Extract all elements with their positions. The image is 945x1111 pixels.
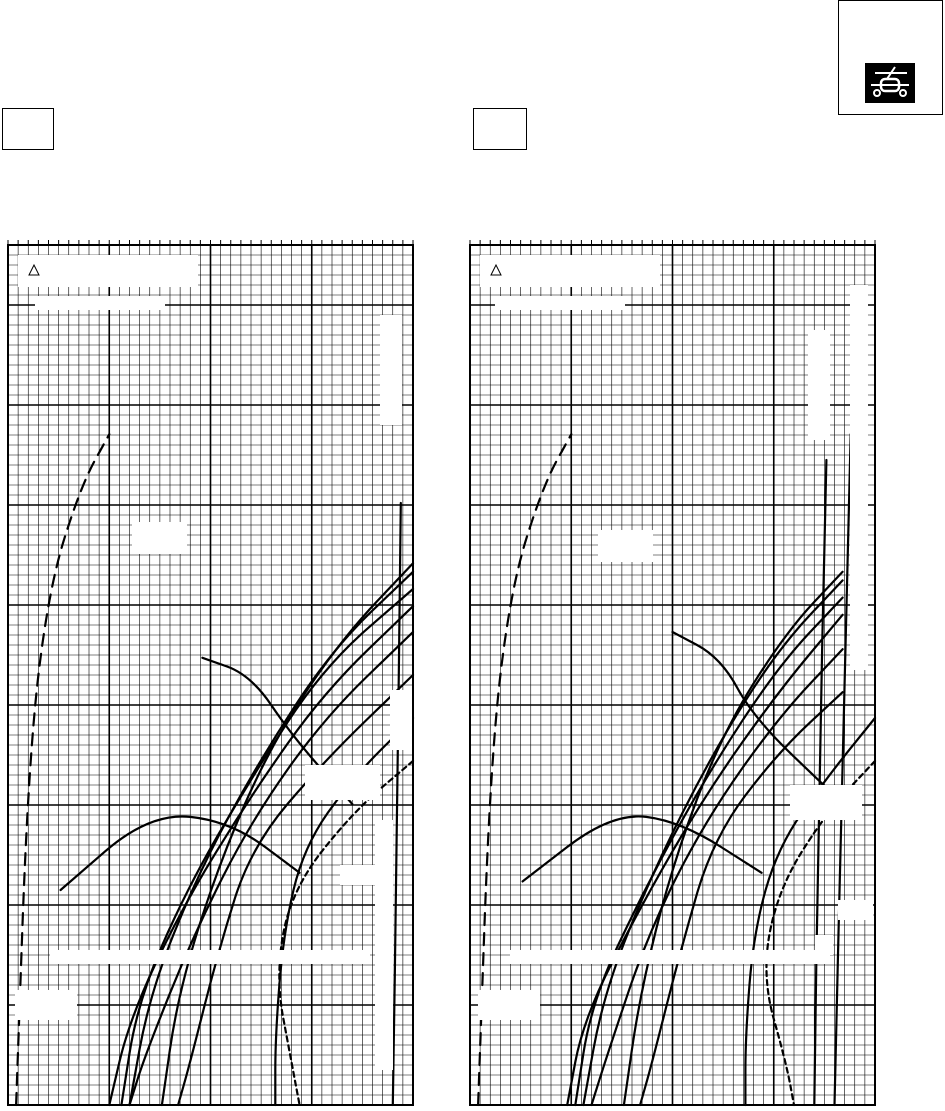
label-mask-4: [850, 285, 868, 670]
minor-grid: [8, 245, 413, 1105]
label-mask-9: [50, 950, 370, 964]
label-mask-5: [390, 690, 412, 750]
chart-panel-left: [8, 240, 413, 1105]
label-mask-1: [35, 296, 165, 310]
label-mask-6: [340, 865, 380, 885]
label-mask-5: [790, 785, 862, 820]
label-mask-9: [510, 950, 830, 964]
label-mask-7: [478, 990, 540, 1020]
chart-panel-right: [470, 240, 875, 1105]
label-mask-6: [838, 900, 873, 920]
label-mask-0: [480, 255, 660, 287]
label-mask-0: [18, 255, 198, 287]
label-mask-1: [495, 296, 625, 310]
label-mask-2: [132, 522, 187, 554]
label-mask-7: [15, 990, 77, 1020]
label-mask-2: [598, 530, 653, 562]
label-mask-3: [380, 315, 402, 425]
label-mask-3: [808, 330, 830, 440]
label-mask-8: [375, 820, 393, 1070]
label-mask-4: [305, 765, 380, 800]
